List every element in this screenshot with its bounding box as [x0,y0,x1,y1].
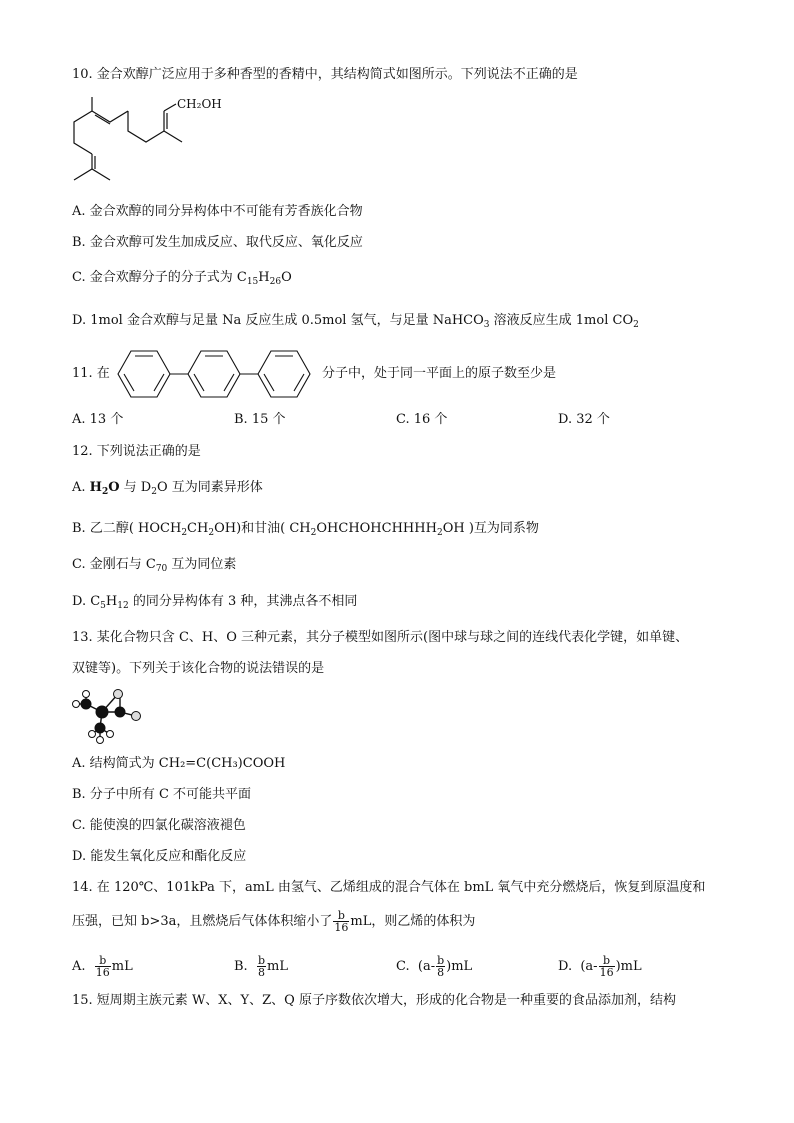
q14-a-label: A. [72,959,86,974]
q13-option-b: B. 分子中所有 C 不可能共平面 [72,787,252,802]
q11-option-b: B. 15 个 [234,412,286,427]
h-atom [73,701,80,708]
q12-c-2: 互为同位素 [167,557,237,572]
h-atom [97,737,104,744]
q12-a-prefix: A. [72,480,90,495]
q12-d-s1: 5 [100,601,106,611]
q12-d-1: D. C [72,594,101,609]
q14-a-num: b [95,955,111,967]
q13-option-d: D. 能发生氧化反应和酯化反应 [72,849,247,864]
q14-c-pre: (a- [417,959,436,974]
q12-a-o: O [108,480,120,495]
q14-b-label: B. [234,959,248,974]
q14-c-fraction [436,955,445,978]
q14-b-den: 8 [257,966,265,979]
o-atom [132,712,141,721]
c-atom [81,699,91,709]
q12-stem: 12. 下列说法正确的是 [72,444,201,459]
q13-stem-line2: 双键等)。下列关于该化合物的说法错误的是 [72,661,325,676]
h-atom [83,691,90,698]
q12-a-d-sub: 2 [151,487,157,497]
q14-d-label: D. [558,959,573,974]
q14-c-unit: )mL [446,959,473,974]
q10-d-prefix: D. 1mol 金合欢醇与足量 Na 反应生成 0.5mol 氢气，与足量 NaHCO [72,313,484,328]
q14-option-b [234,955,288,978]
q14-stem-frac-num: b [333,910,349,922]
h-atom [89,731,96,738]
ch2oh-label: CH₂OH [177,97,222,111]
q14-d-num: b [599,955,615,967]
q10-c-sub1: 15 [246,277,259,287]
q11-stem-suffix: 分子中，处于同一平面上的原子数至少是 [322,366,557,381]
q14-a-fraction [95,955,111,978]
q14-stem-line1: 14. 在 120℃、101kPa 下，amL 由氢气、乙烯组成的混合气体在 bmL 氧气中充分燃烧后，恢复到原温度和 [72,880,706,895]
q12-a-h-sub: 2 [101,487,109,497]
q12-option-c [72,556,236,578]
q14-option-c [396,955,472,978]
q13-option-c: C. 能使溴的四氯化碳溶液褪色 [72,818,246,833]
q14-stem-line2 [72,910,475,933]
q12-b-5: OH )互为同系物 [442,521,539,536]
q12-d-s2: 12 [117,601,129,611]
q12-c-s: 70 [155,564,168,574]
h-atom [107,731,114,738]
q14-stem-frac-den: 16 [334,921,349,934]
q11-stem-prefix: 11. 在 [72,366,110,381]
q12-a-mid: 与 D [119,480,152,495]
q14-b-fraction [257,955,266,978]
q14-stem-fraction [333,910,349,933]
q14-option-d [558,955,642,978]
q14-d-unit: )mL [615,959,642,974]
q10-d-sub2: 2 [633,320,639,330]
q13-option-a: A. 结构简式为 CH₂=C(CH₃)COOH [72,756,286,771]
terphenyl-structure-diagram [112,345,322,403]
q12-option-d [72,593,357,615]
q12-b-1: B. 乙二醇( HOCH [72,521,182,536]
o-atom [114,690,123,699]
q12-b-2: CH [187,521,209,536]
q10-option-c [72,269,292,291]
q10-c-mid: H [258,270,270,285]
q12-c-1: C. 金刚石与 C [72,557,156,572]
q10-option-b: B. 金合欢醇可发生加成反应、取代反应、氧化反应 [72,235,363,250]
q12-b-s4: 2 [436,528,443,538]
q14-b-unit: mL [267,959,288,974]
q10-option-d [72,312,639,334]
c-atom [96,706,108,718]
q12-b-s1: 2 [181,528,188,538]
c-atom [95,723,105,733]
q11-option-a: A. 13 个 [72,412,124,427]
q10-d-mid: 溶液反应生成 1mol CO [489,313,634,328]
q10-c-prefix: C. 金合欢醇分子的分子式为 C [72,270,247,285]
q14-c-label: C. [396,959,410,974]
q14-d-fraction [599,955,615,978]
farnesol-structure-diagram [70,95,240,190]
q10-c-end: O [281,270,292,285]
q14-b-num: b [257,954,265,967]
q12-b-3: OH)和甘油( CH [214,521,311,536]
q14-d-den: 16 [599,966,614,979]
q14-line2-suffix: mL，则乙烯的体积为 [350,914,476,929]
q15-stem: 15. 短周期主族元素 W、X、Y、Z、Q 原子序数依次增大，形成的化合物是一种重要的食品添加剂，结构 [72,993,676,1008]
q12-option-a [72,479,263,501]
q10-stem: 10. 金合欢醇广泛应用于多种香型的香精中，其结构简式如图所示。下列说法不正确的是 [72,67,578,82]
q10-c-sub2: 26 [269,277,282,287]
q11-option-c: C. 16 个 [396,412,448,427]
q14-c-num: b [437,954,445,967]
q12-d-2: H [105,594,118,609]
q12-b-s3: 2 [310,528,317,538]
q14-d-pre: (a- [580,959,598,974]
q13-stem-line1: 13. 某化合物只含 C、H、O 三种元素，其分子模型如图所示(图中球与球之间的连线代表化学键，如单键、 [72,630,689,645]
q12-d-3: 的同分异构体有 3 种，其沸点各不相同 [128,594,358,609]
c-atom [115,707,125,717]
q14-c-den: 8 [437,966,445,979]
q12-option-b [72,520,539,542]
q11-option-d: D. 32 个 [558,412,610,427]
q12-b-s2: 2 [208,528,215,538]
q12-a-h: H [89,480,102,495]
q10-option-a: A. 金合欢醇的同分异构体中不可能有芳香族化合物 [72,204,363,219]
q14-a-den: 16 [95,966,110,979]
q10-d-sub: 3 [483,320,490,330]
q14-line2-prefix: 压强，已知 b>3a，且燃烧后气体体积缩小了 [72,914,333,929]
q12-b-4: OHCHOHCHHHH [316,521,437,536]
q14-option-a [72,955,133,978]
q12-a-end: O 互为同素异形体 [156,480,263,495]
molecular-model-diagram [70,686,150,746]
q14-a-unit: mL [111,959,133,974]
